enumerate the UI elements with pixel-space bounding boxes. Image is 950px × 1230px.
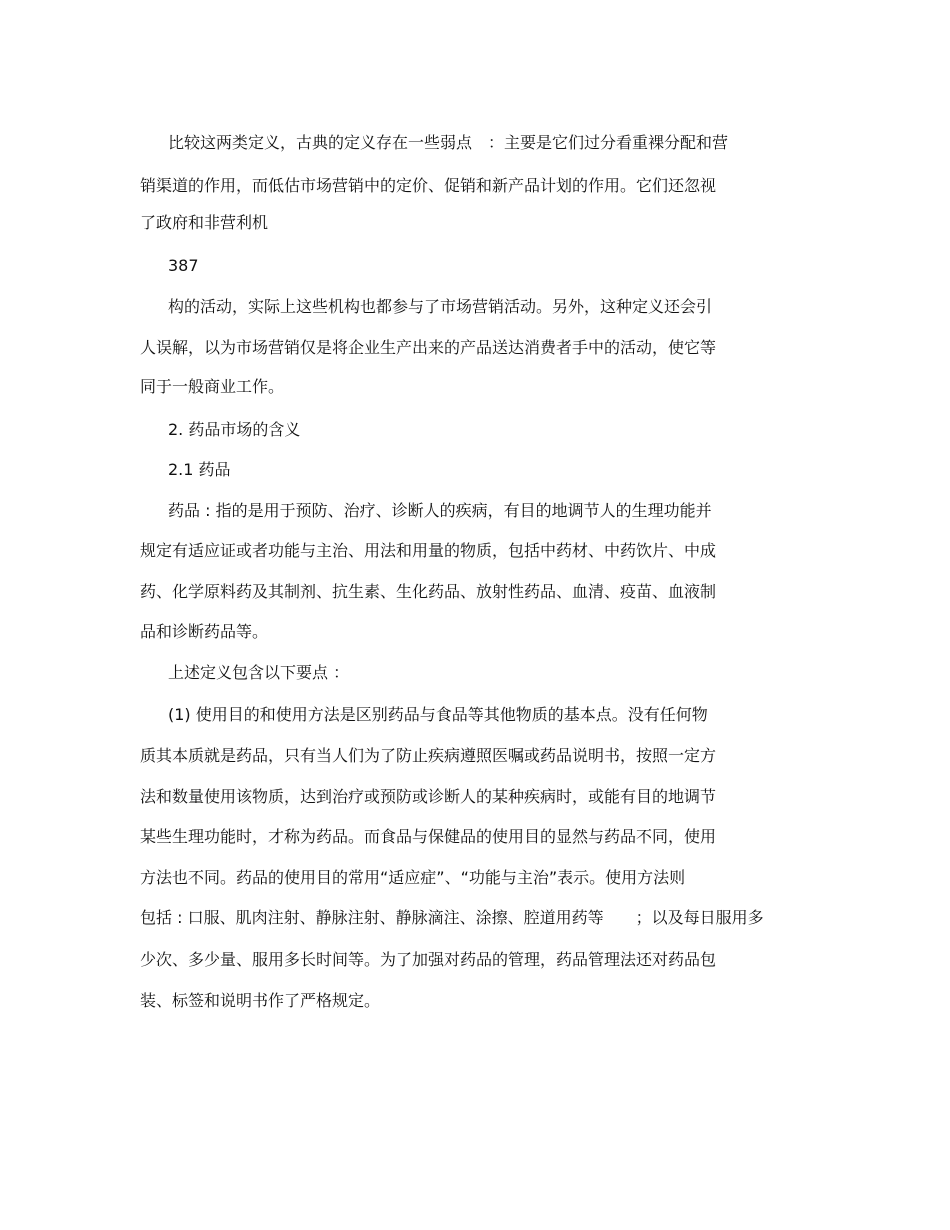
paragraph-line: 比较这两类定义，古典的定义存在一些弱点 ：主要是它们过分看重裸分配和营	[168, 133, 729, 152]
paragraph-line: (1) 使用目的和使用方法是区别药品与食品等其他物质的基本点。没有任何物	[168, 705, 708, 724]
paragraph-line: 少次、多少量、服用多长时间等。为了加强对药品的管理，药品管理法还对药品包	[140, 950, 717, 969]
paragraph-line: 某些生理功能时，才称为药品。而食品与保健品的使用目的显然与药品不同，使用	[140, 827, 717, 846]
subsection-heading: 2.1 药品	[168, 460, 231, 479]
paragraph-line: 药品 : 指的是用于预防、治疗、诊断人的疾病，有目的地调节人的生理功能并	[168, 501, 712, 520]
paragraph-line: 包括 : 口服、肌肉注射、静脉注射、静脉滴注、涂擦、腔道用药等 ；以及每日服用多	[140, 908, 764, 927]
paragraph-line: 法和数量使用该物质，达到治疗或预防或诊断人的某种疾病时，或能有目的地调节	[140, 787, 717, 806]
paragraph-line: 药、化学原料药及其制剂、抗生素、生化药品、放射性药品、血清、疫苗、血液制	[140, 582, 717, 601]
paragraph-line: 构的活动，实际上这些机构也都参与了市场营销活动。另外，这种定义还会引	[168, 297, 713, 316]
paragraph-line: 同于一般商业工作。	[140, 377, 285, 396]
paragraph-line: 人误解，以为市场营销仅是将企业生产出来的产品送达消费者手中的活动，使它等	[140, 338, 717, 357]
paragraph-line: 方法也不同。药品的使用目的常用“适应症”、“功能与主治”表示。使用方法则	[140, 868, 686, 887]
paragraph-line: 了政府和非营利机	[140, 213, 269, 232]
paragraph-line: 品和诊断药品等。	[140, 622, 269, 641]
section-heading: 2. 药品市场的含义	[168, 420, 301, 439]
paragraph-line: 销渠道的作用，而低估市场营销中的定价、促销和新产品计划的作用。它们还忽视	[140, 176, 717, 195]
paragraph-line: 规定有适应证或者功能与主治、用法和用量的物质，包括中药材、中药饮片、中成	[140, 541, 717, 560]
paragraph-line: 质其本质就是药品，只有当人们为了防止疾病遵照医嘱或药品说明书，按照一定方	[140, 746, 717, 765]
page-number: 387	[168, 256, 199, 275]
paragraph-line: 上述定义包含以下要点 ：	[168, 663, 350, 682]
paragraph-line: 装、标签和说明书作了严格规定。	[140, 991, 381, 1010]
